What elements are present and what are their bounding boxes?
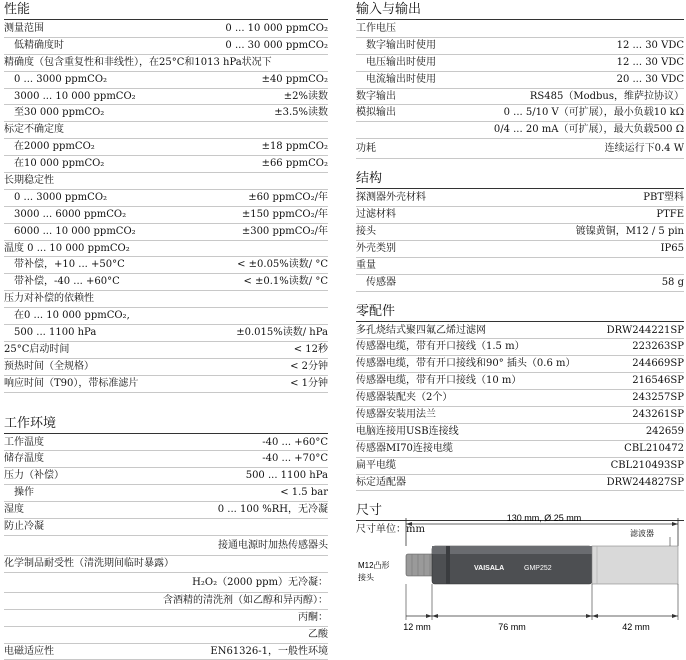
- spec-value: 223263SP: [628, 339, 684, 355]
- spec-row: [4, 468, 328, 485]
- spec-value: -40 ... +60°C: [258, 435, 328, 451]
- spec-label: 电流输出时使用: [356, 72, 613, 88]
- spec-label: 带补偿，-40 ... +60°C: [4, 274, 239, 290]
- probe-dimension-drawing: [356, 510, 686, 636]
- spec-value: 216546SP: [628, 373, 684, 389]
- spec-label: 储存温度: [4, 451, 258, 467]
- spec-row: [356, 407, 684, 424]
- spec-row: [4, 241, 328, 258]
- spec-label: 传感器MI70连接电缆: [356, 441, 620, 457]
- spec-row: [4, 55, 328, 72]
- spec-row: [4, 610, 328, 627]
- spec-label: 传感器装配夹（2个）: [356, 390, 628, 406]
- spec-label: 外壳类别: [356, 241, 657, 257]
- spec-label: 数字输出时使用: [356, 38, 613, 54]
- spec-value: -40 ... +70°C: [258, 451, 328, 467]
- spec-row: [4, 21, 328, 38]
- operating-environment-title: 工作环境: [4, 416, 328, 432]
- spec-label: 6000 ... 10 000 ppmCO₂: [4, 224, 238, 240]
- spec-label: 25°C启动时间: [4, 342, 290, 358]
- spec-row: [356, 241, 684, 258]
- spec-label: 压力对补偿的依赖性: [4, 291, 324, 307]
- filter-label: 滤波器: [630, 528, 654, 538]
- spec-value: < ±0.1%读数/ °C: [239, 274, 328, 290]
- inputs-outputs-table: [356, 21, 684, 159]
- spec-value: DRW244221SP: [603, 323, 684, 339]
- spec-value: 0 ... 30 000 ppmCO₂: [221, 38, 328, 54]
- performance-table: [4, 21, 328, 393]
- spec-label: 重量: [356, 258, 680, 274]
- left-column: [4, 0, 328, 660]
- spec-value: 244669SP: [628, 356, 684, 372]
- spec-row: [4, 435, 328, 452]
- mechanical-table: [356, 190, 684, 291]
- spec-row: [356, 122, 684, 139]
- spec-label: 模拟输出: [356, 105, 500, 121]
- filter-cap: [592, 546, 678, 584]
- spec-value: < 2分钟: [286, 359, 328, 375]
- spec-value: 丙酮：: [294, 610, 328, 626]
- spec-value: ±3.5%读数: [270, 105, 328, 121]
- spare-parts-title: 零配件: [356, 304, 684, 320]
- spec-value: ±40 ppmCO₂: [258, 72, 328, 88]
- inputs-outputs-title-rule: [356, 19, 684, 20]
- dimensions-title: 尺寸: [356, 503, 684, 519]
- spec-row: [4, 519, 328, 536]
- spec-label: 预热时间（全规格）: [4, 359, 286, 375]
- spec-value: PTFE: [652, 207, 684, 223]
- spec-label: 电脑连接用USB连接线: [356, 424, 642, 440]
- spec-value: 0 ... 5/10 V（可扩展），最小负载10 kΩ: [500, 105, 684, 121]
- spec-label: 多孔烧结式聚四氟乙烯过滤网: [356, 323, 603, 339]
- spec-row: [356, 441, 684, 458]
- spec-label: 标定适配器: [356, 475, 603, 491]
- spec-value: 镀镍黄铜，M12 / 5 pin: [572, 224, 684, 240]
- spec-value: CBL210493SP: [607, 458, 684, 474]
- spec-value: CBL210472: [620, 441, 684, 457]
- spec-label: 温度 0 ... 10 000 ppmCO₂: [4, 241, 324, 257]
- spec-label: 在0 ... 10 000 ppmCO₂,: [4, 308, 324, 324]
- vaisala-logo: VAISALA: [474, 565, 504, 572]
- right-column: [356, 0, 684, 538]
- spec-row: [4, 536, 328, 556]
- performance-title: 性能: [4, 2, 328, 18]
- spec-value: H₂O₂（2000 ppm）无冷凝：: [188, 573, 328, 592]
- spec-value: ±66 ppmCO₂: [258, 156, 328, 172]
- spec-row: [356, 475, 684, 492]
- spec-label: 带补偿，+10 ... +50°C: [4, 257, 233, 273]
- spec-row: [4, 190, 328, 207]
- dim-mid-label: 76 mm: [498, 622, 526, 632]
- spec-value: < ±0.05%读数/ °C: [233, 257, 328, 273]
- spec-label: 低精确度时: [4, 38, 221, 54]
- spec-value: 12 ... 30 VDC: [613, 55, 684, 71]
- spec-row: [356, 458, 684, 475]
- spec-label: 传感器安装用法兰: [356, 407, 628, 423]
- spec-row: [356, 339, 684, 356]
- spec-label: 湿度: [4, 502, 214, 518]
- spec-row: [4, 274, 328, 291]
- spec-label: 3000 ... 6000 ppmCO₂: [4, 207, 238, 223]
- mechanical-title-rule: [356, 188, 684, 189]
- spec-row: [4, 38, 328, 55]
- spec-label: 接头: [356, 224, 572, 240]
- spec-row: [4, 342, 328, 359]
- spec-value: ±150 ppmCO₂/年: [238, 207, 328, 223]
- spec-label: 扁平电缆: [356, 458, 607, 474]
- spec-value: < 12秒: [290, 342, 328, 358]
- spec-value: 0/4 ... 20 mA（可扩展），最大负载500 Ω: [490, 122, 684, 138]
- spec-value: 243257SP: [628, 390, 684, 406]
- spec-value: 20 ... 30 VDC: [613, 72, 684, 88]
- spec-value: ±60 ppmCO₂/年: [244, 190, 328, 206]
- spec-value: EN61326-1，一般性环境: [206, 644, 328, 660]
- spec-row: [4, 627, 328, 644]
- spec-row: [356, 139, 684, 159]
- spec-row: [356, 373, 684, 390]
- spec-value: RS485（Modbus，维萨拉协议）: [526, 89, 684, 105]
- spec-row: [4, 644, 328, 660]
- spec-row: [356, 55, 684, 72]
- spec-label: 工作温度: [4, 435, 258, 451]
- spec-row: [356, 323, 684, 340]
- inputs-outputs-title: 输入与输出: [356, 2, 684, 18]
- spec-label: 化学制品耐受性（清洗期间临时暴露）: [4, 556, 324, 572]
- spec-label: 传感器电缆，带有开口接线（10 m）: [356, 373, 628, 389]
- spec-value: DRW244827SP: [603, 475, 684, 491]
- spec-value: ±18 ppmCO₂: [258, 139, 328, 155]
- spec-label: 传感器: [356, 275, 658, 291]
- spec-row: [4, 122, 328, 139]
- spec-row: [356, 390, 684, 407]
- spec-value: < 1.5 bar: [276, 485, 328, 501]
- spec-label: 在2000 ppmCO₂: [4, 139, 258, 155]
- spec-row: [356, 105, 684, 122]
- connector-label-line2: 接头: [358, 572, 375, 582]
- spec-value: ±0.015%读数/ hPa: [232, 325, 328, 341]
- spec-row: [4, 556, 328, 573]
- spec-label: 工作电压: [356, 21, 680, 37]
- operating-environment-title-rule: [4, 433, 328, 434]
- total-dimension-label: 130 mm, Ø 25 mm: [507, 513, 582, 523]
- spec-label: 测量范围: [4, 21, 221, 37]
- spec-row: [4, 173, 328, 190]
- spec-row: [4, 72, 328, 89]
- spec-label: 长期稳定性: [4, 173, 324, 189]
- dim-right-label: 42 mm: [622, 622, 650, 632]
- model-label: GMP252: [524, 565, 552, 572]
- spec-row: [4, 573, 328, 593]
- spec-label: 0 ... 3000 ppmCO₂: [4, 72, 258, 88]
- spec-row: [4, 485, 328, 502]
- spec-value: 含酒精的清洗剂（如乙醇和异丙醇）：: [159, 593, 328, 609]
- spec-row: [4, 593, 328, 610]
- spec-label: 标定不确定度: [4, 122, 324, 138]
- spec-row: [4, 89, 328, 106]
- spec-label: 响应时间（T90），带标准滤片: [4, 376, 286, 392]
- spec-value: < 1分钟: [286, 376, 328, 392]
- spare-parts-table: [356, 323, 684, 492]
- spec-label: 传感器电缆，带有开口接线（1.5 m）: [356, 339, 628, 355]
- spec-value: 12 ... 30 VDC: [613, 38, 684, 54]
- spec-label: 在10 000 ppmCO₂: [4, 156, 258, 172]
- spec-row: [4, 308, 328, 325]
- spec-row: [356, 224, 684, 241]
- spec-value: 接通电源时加热传感器头: [214, 536, 328, 555]
- spec-row: [356, 275, 684, 292]
- spec-row: [356, 356, 684, 373]
- spec-row: [356, 207, 684, 224]
- spec-label: 功耗: [356, 139, 601, 158]
- spec-row: [4, 224, 328, 241]
- spec-row: [356, 424, 684, 441]
- spec-row: [4, 156, 328, 173]
- spec-row: [4, 207, 328, 224]
- spec-label: 500 ... 1100 hPa: [4, 325, 232, 341]
- spec-label: 电压输出时使用: [356, 55, 613, 71]
- spec-value: ±2%读数: [280, 89, 328, 105]
- spare-parts-title-rule: [356, 321, 684, 322]
- spec-value: 500 ... 1100 hPa: [242, 468, 328, 484]
- spec-label: 操作: [4, 485, 276, 501]
- spec-row: [356, 89, 684, 106]
- operating-environment-table: [4, 435, 328, 660]
- spec-row: [4, 325, 328, 342]
- spec-value: 连续运行下0.4 W: [601, 139, 684, 158]
- spec-label: 过滤材料: [356, 207, 652, 223]
- spec-value: 0 ... 100 %RH，无冷凝: [214, 502, 328, 518]
- spec-row: [4, 376, 328, 393]
- spec-row: [356, 21, 684, 38]
- spec-label: 传感器电缆，带有开口接线和90° 插头（0.6 m）: [356, 356, 628, 372]
- mechanical-title: 结构: [356, 171, 684, 187]
- spec-row: [4, 359, 328, 376]
- spec-value: 58 g: [658, 275, 684, 291]
- spec-value: 242659: [642, 424, 684, 440]
- spec-label: 0 ... 3000 ppmCO₂: [4, 190, 244, 206]
- spec-value: ±300 ppmCO₂/年: [238, 224, 328, 240]
- spec-row: [4, 139, 328, 156]
- spec-row: [4, 257, 328, 274]
- connector-label-line1: M12凸形: [358, 561, 390, 570]
- spec-label: 压力（补偿）: [4, 468, 242, 484]
- spec-label: 精确度（包含重复性和非线性），在25°C和1013 hPa状况下: [4, 55, 324, 71]
- spec-value: 243261SP: [628, 407, 684, 423]
- dimensions-unit-label: 尺寸单位：mm: [356, 522, 684, 538]
- spec-label: 电磁适应性: [4, 644, 206, 660]
- spec-label: 探测器外壳材料: [356, 190, 639, 206]
- spec-label: 3000 ... 10 000 ppmCO₂: [4, 89, 280, 105]
- spec-label: 数字输出: [356, 89, 526, 105]
- spec-row: [356, 190, 684, 207]
- spec-row: [4, 291, 328, 308]
- spec-row: [356, 258, 684, 275]
- spec-value: IP65: [657, 241, 684, 257]
- spec-row: [4, 105, 328, 122]
- performance-title-rule: [4, 19, 328, 20]
- spec-row: [4, 502, 328, 519]
- spec-value: 0 ... 10 000 ppmCO₂: [221, 21, 328, 37]
- spec-row: [4, 451, 328, 468]
- spec-row: [356, 38, 684, 55]
- dim-left-label: 12 mm: [403, 622, 431, 632]
- spec-value: 乙酸: [304, 627, 328, 643]
- spec-label: 防止冷凝: [4, 519, 324, 535]
- spec-row: [356, 72, 684, 89]
- spec-label: 至30 000 ppmCO₂: [4, 105, 270, 121]
- spec-value: PBT塑料: [639, 190, 684, 206]
